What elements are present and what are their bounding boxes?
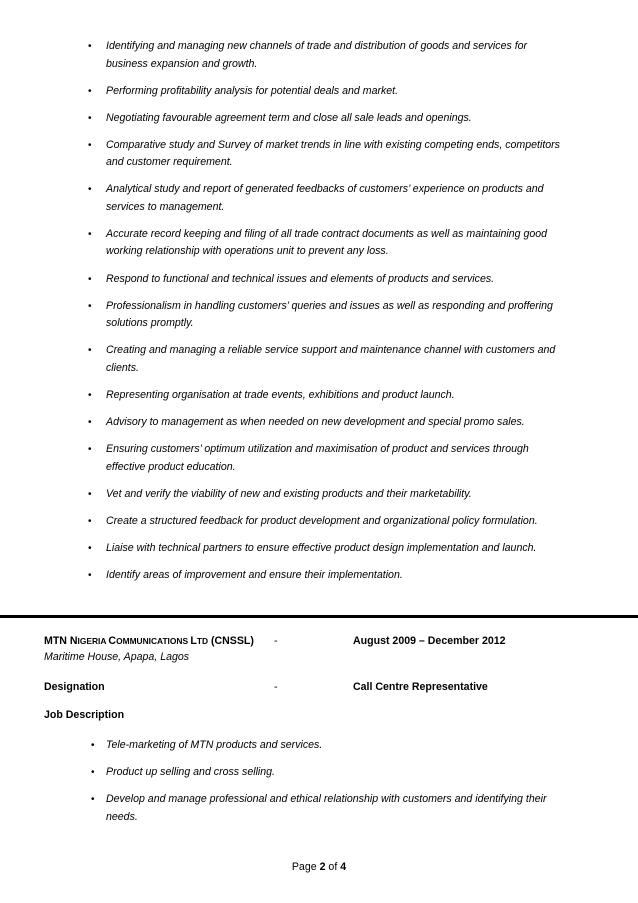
bullet-icon: •: [91, 767, 95, 779]
list-item: [0, 387, 638, 405]
list-item: [0, 38, 638, 73]
bullet-icon: •: [88, 85, 92, 97]
list-item: [0, 441, 638, 476]
company-name-part: OMMUNICATIONS: [116, 636, 191, 646]
bullet-icon: •: [88, 444, 92, 456]
page-current: 2: [319, 861, 326, 873]
list-item-text: Advisory to management as when needed on new development and special promo sales.: [106, 415, 525, 428]
list-item-text: Representing organisation at trade events, exhibitions and product launch.: [106, 388, 455, 401]
bullet-icon: •: [88, 112, 92, 124]
list-item: [0, 486, 638, 504]
company-name-part: MTN N: [44, 635, 78, 647]
list-item-text: Vet and verify the viability of new and existing products and their marketability.: [106, 487, 472, 500]
designation-value: Call Centre Representative: [353, 681, 488, 693]
list-item-text: Performing profitability analysis for potential deals and market.: [106, 84, 399, 97]
list-item-text: Create a structured feedback for product development and organizational policy formulation.: [106, 514, 538, 527]
bullet-icon: •: [88, 515, 92, 527]
of-label: of: [328, 861, 338, 873]
list-item: [0, 83, 638, 101]
section-divider: [0, 615, 638, 618]
page-total: 4: [340, 861, 347, 873]
list-item-text: Professionalism in handling customers’ queries and issues as well as responding and proffering solutions promptly.: [106, 299, 553, 330]
bullet-icon: •: [91, 794, 95, 806]
bullet-icon: •: [88, 273, 92, 285]
bullet-icon: •: [88, 184, 92, 196]
bullet-icon: •: [88, 41, 92, 52]
company-name-part: L: [190, 635, 197, 647]
bullet-icon: •: [88, 389, 92, 401]
list-item-text: Develop and manage professional and ethical relationship with customers and identifying their needs.: [106, 793, 547, 823]
company-name-part: (CNSSL): [208, 635, 254, 647]
employer-location: Maritime House, Apapa, Lagos: [44, 651, 190, 663]
list-item-text: Ensuring customers’ optimum utilization and maximisation of product and services through effective product education.: [106, 443, 529, 473]
bullet-icon: •: [88, 488, 92, 500]
designation-label: Designation: [44, 681, 105, 693]
list-item-text: Comparative study and Survey of market trends in line with existing competing ends, competitors and customer requirement.: [106, 138, 560, 169]
list-item: [0, 298, 638, 333]
employment-period: August 2009 – December 2012: [353, 635, 506, 647]
bullet-icon: •: [88, 542, 92, 554]
list-item: [0, 567, 638, 585]
list-item-text: Product up selling and cross selling.: [106, 766, 276, 779]
company-name: [44, 633, 254, 650]
list-item-text: Liaise with technical partners to ensure effective product design implementation and launch.: [106, 541, 537, 554]
bullet-icon: •: [88, 345, 92, 357]
list-item-text: Creating and managing a reliable service support and maintenance channel with customers and clients.: [106, 344, 556, 374]
bullet-icon: •: [88, 416, 92, 428]
list-item: [0, 791, 638, 826]
company-name-part: TD: [196, 636, 209, 646]
bullet-icon: •: [88, 139, 92, 151]
company-name-part: IGERIA: [77, 636, 109, 646]
list-item-text: Negotiating favourable agreement term and close all sale leads and openings.: [106, 111, 472, 124]
list-item: [0, 342, 638, 377]
list-item: [0, 764, 638, 782]
list-item-text: Analytical study and report of generated feedbacks of customers’ experience on products and services to management.: [106, 183, 544, 213]
list-item: [0, 540, 638, 558]
bullet-icon: •: [91, 740, 95, 751]
company-name-part: C: [108, 635, 117, 647]
list-item: [0, 110, 638, 128]
bullet-icon: •: [88, 300, 92, 312]
list-item-text: Respond to functional and technical issues and elements of products and services.: [106, 272, 495, 285]
list-item: [0, 226, 638, 261]
list-item: [0, 137, 638, 172]
list-item-text: Tele-marketing of MTN products and services.: [106, 739, 323, 751]
list-item-text: Identify areas of improvement and ensure their implementation.: [106, 568, 403, 581]
page-footer: [0, 859, 638, 876]
page-label: Page: [291, 861, 317, 873]
employer-dash: -: [274, 635, 278, 647]
bullet-icon: •: [88, 228, 92, 240]
bullet-icon: •: [88, 569, 92, 581]
list-item-text: Accurate record keeping and filing of all trade contract documents as well as maintaining good working relationship with operations unit to prevent any loss.: [106, 227, 548, 258]
duties-list: [0, 38, 638, 594]
designation-dash: -: [274, 681, 278, 693]
list-item-text: Identifying and managing new channels of trade and distribution of goods and services for business expansion and growth.: [106, 40, 528, 70]
list-item: [0, 737, 638, 755]
list-item: [0, 414, 638, 432]
list-item: [0, 513, 638, 531]
list-item: [0, 181, 638, 216]
list-item: [0, 271, 638, 289]
job-description-heading: Job Description: [44, 709, 125, 721]
job-description-list: [0, 737, 638, 836]
